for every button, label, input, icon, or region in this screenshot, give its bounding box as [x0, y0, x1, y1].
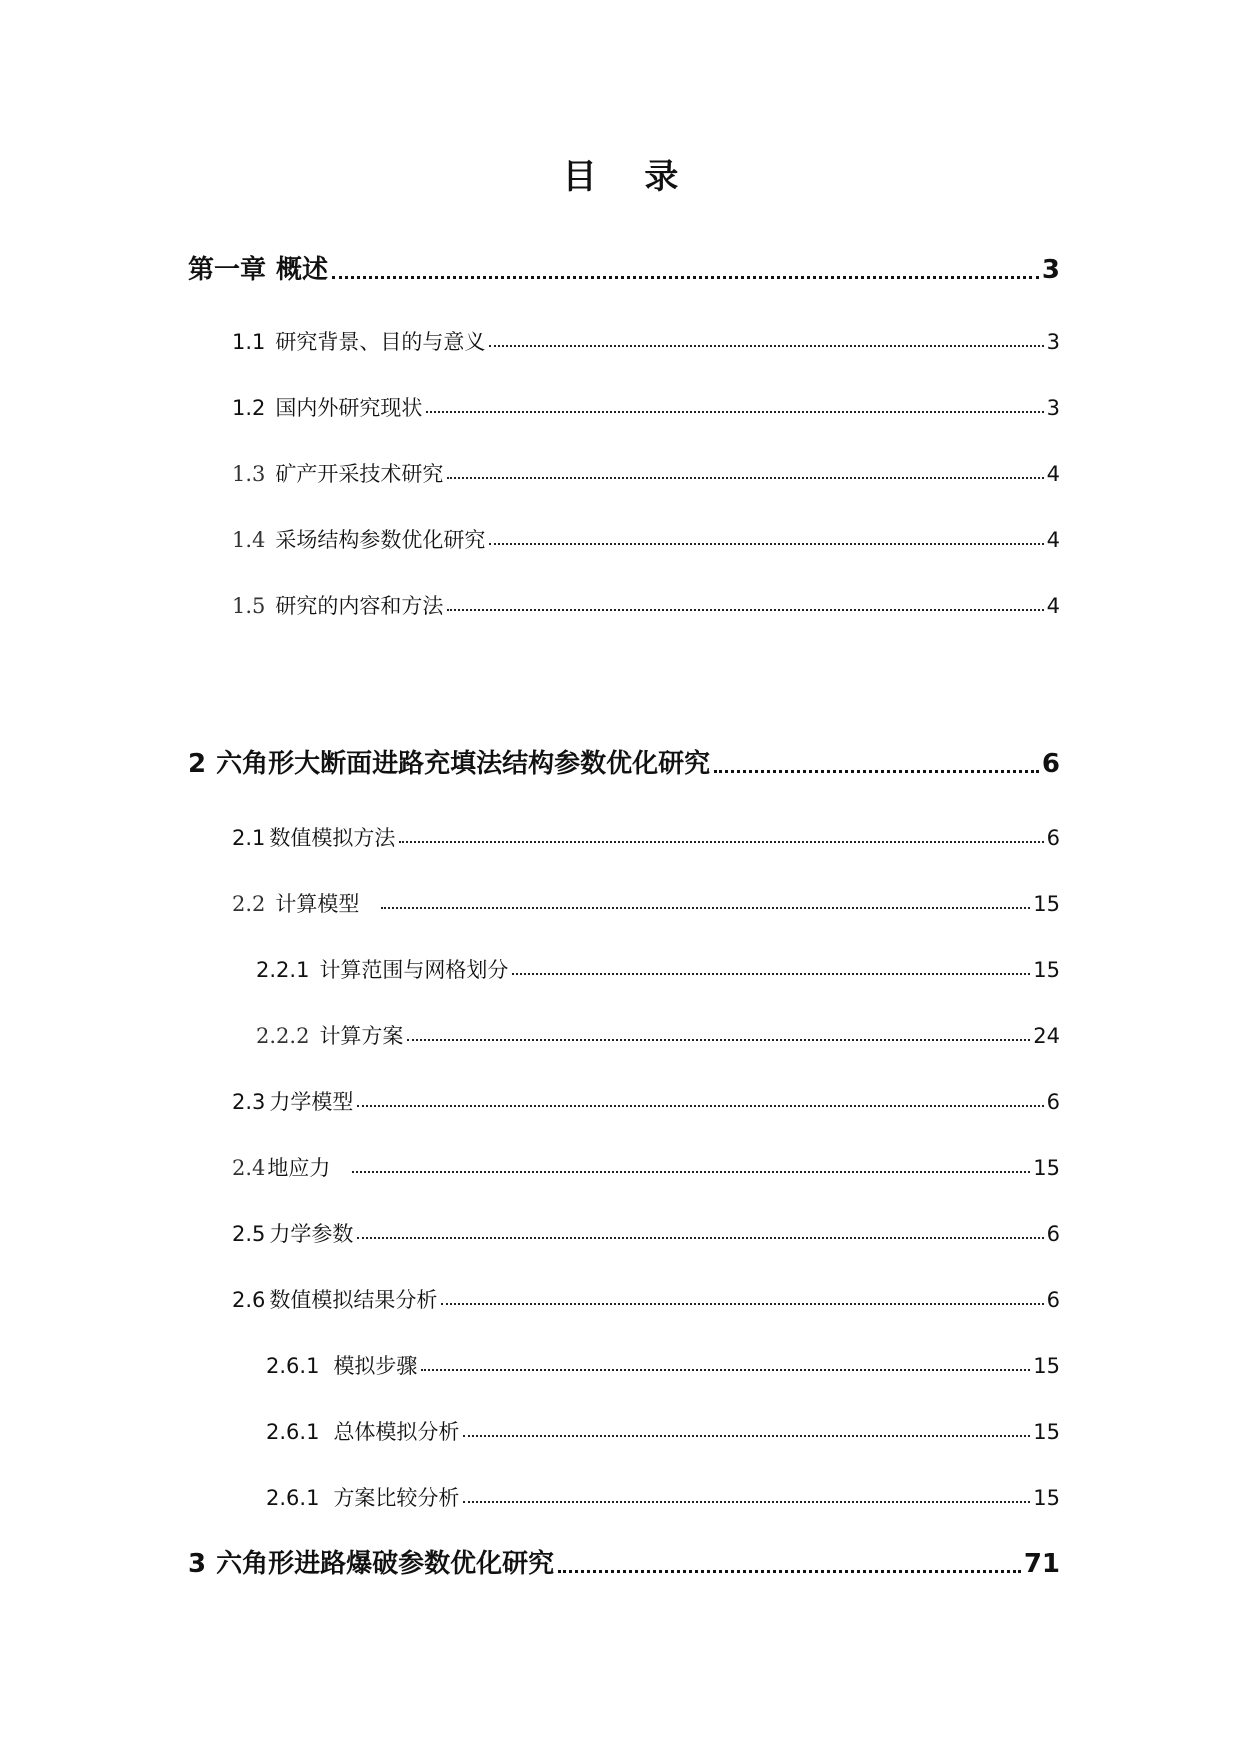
toc-number: 1.1 [232, 329, 266, 354]
toc-page-number: 4 [1046, 461, 1060, 486]
toc-number: 2.1 [232, 825, 266, 850]
toc-entry-2-2-1[interactable] [256, 942, 1060, 982]
toc-entry-1-1[interactable] [232, 314, 1060, 354]
toc-title: 计算方案 [319, 1023, 404, 1048]
toc-page-number: 6 [1046, 1089, 1060, 1114]
toc-entry-chapter-3[interactable] [188, 1540, 1060, 1580]
toc-leader-dots [558, 1570, 1021, 1573]
toc-leader-dots [441, 1303, 1043, 1305]
toc-title: 六角形大断面进路充填法结构参数优化研究 [216, 749, 711, 780]
toc-title: 研究背景、目的与意义 [275, 329, 486, 354]
toc-title: 研究的内容和方法 [275, 593, 444, 618]
toc-number: 2.2 [232, 891, 266, 916]
toc-entry-2-6-1-overall[interactable] [266, 1404, 1060, 1444]
toc-entry-chapter-2[interactable] [188, 740, 1060, 780]
toc-entry-2-3[interactable] [232, 1074, 1060, 1114]
toc-entry-1-4[interactable] [232, 512, 1060, 552]
toc-entry-1-2[interactable] [232, 380, 1060, 420]
toc-number: 第一章 [188, 255, 267, 286]
toc-number: 2.2.1 [256, 957, 310, 982]
toc-page-number: 6 [1046, 1287, 1060, 1312]
toc-entry-2-6-1-steps[interactable] [266, 1338, 1060, 1378]
toc-number: 2.6.1 [266, 1419, 320, 1444]
toc-title: 方案比较分析 [333, 1485, 460, 1510]
toc-page-number: 24 [1033, 1023, 1060, 1048]
toc-number: 2.6.1 [266, 1353, 320, 1378]
toc-leader-dots [421, 1369, 1030, 1371]
toc-title: 计算范围与网格划分 [319, 957, 509, 982]
toc-leader-dots [489, 543, 1043, 545]
toc-title: 总体模拟分析 [333, 1419, 460, 1444]
toc-entry-2-6[interactable] [232, 1272, 1060, 1312]
toc-title: 模拟步骤 [333, 1353, 418, 1378]
toc-number: 2.6.1 [266, 1485, 320, 1510]
toc-number: 2.5 [232, 1221, 266, 1246]
toc-page-number: 3 [1046, 395, 1060, 420]
toc-page-number: 15 [1033, 891, 1060, 916]
toc-entry-2-1[interactable] [232, 810, 1060, 850]
toc-page-number: 6 [1046, 825, 1060, 850]
toc-page-number: 71 [1023, 1549, 1060, 1580]
toc-leader-dots [426, 411, 1043, 413]
toc-leader-dots [447, 609, 1043, 611]
toc-entry-1-3[interactable] [232, 446, 1060, 486]
toc-title: 地应力 [267, 1155, 331, 1180]
page-title: 目 录 [562, 157, 697, 197]
toc-title: 国内外研究现状 [275, 395, 423, 420]
toc-page-number: 15 [1033, 957, 1060, 982]
toc-title: 六角形进路爆破参数优化研究 [216, 1549, 555, 1580]
toc-leader-dots [714, 770, 1039, 773]
toc-title: 概述 [276, 255, 329, 286]
toc-leader-dots [381, 907, 1030, 909]
toc-number: 2 [188, 749, 207, 780]
toc-leader-dots [407, 1039, 1030, 1041]
toc-number: 2.3 [232, 1089, 266, 1114]
toc-page-number: 15 [1033, 1155, 1060, 1180]
toc-entry-2-6-1-compare[interactable] [266, 1470, 1060, 1510]
toc-leader-dots [463, 1501, 1030, 1503]
toc-number: 1.3 [232, 461, 266, 486]
toc-leader-dots [357, 1237, 1043, 1239]
toc-leader-dots [512, 973, 1030, 975]
toc-page-number: 6 [1046, 1221, 1060, 1246]
toc-page-number: 4 [1046, 527, 1060, 552]
toc-entry-2-2-2[interactable] [256, 1008, 1060, 1048]
toc-leader-dots [357, 1105, 1043, 1107]
toc-page-number: 15 [1033, 1419, 1060, 1444]
toc-number: 2.4 [232, 1155, 266, 1180]
toc-leader-dots [352, 1171, 1030, 1173]
toc-title: 力学参数 [269, 1221, 354, 1246]
toc-page-number: 15 [1033, 1485, 1060, 1510]
toc-leader-dots [447, 477, 1043, 479]
toc-title: 数值模拟结果分析 [269, 1287, 438, 1312]
toc-title: 数值模拟方法 [269, 825, 396, 850]
toc-number: 1.4 [232, 527, 266, 552]
toc-entry-chapter-1[interactable] [188, 246, 1060, 286]
toc-number: 3 [188, 1549, 207, 1580]
toc-number: 2.2.2 [256, 1023, 310, 1048]
toc-number: 1.2 [232, 395, 266, 420]
toc-entry-1-5[interactable] [232, 578, 1060, 618]
toc-leader-dots [399, 841, 1043, 843]
toc-title: 采场结构参数优化研究 [275, 527, 486, 552]
toc-number: 1.5 [232, 593, 266, 618]
toc-page-number: 15 [1033, 1353, 1060, 1378]
toc-leader-dots [332, 276, 1039, 279]
toc-entry-2-5[interactable] [232, 1206, 1060, 1246]
toc-page-number: 3 [1046, 329, 1060, 354]
toc-page-number: 3 [1041, 255, 1060, 286]
toc-page-number: 4 [1046, 593, 1060, 618]
toc-page-number: 6 [1041, 749, 1060, 780]
toc-number: 2.6 [232, 1287, 266, 1312]
toc-leader-dots [489, 345, 1043, 347]
toc-title: 力学模型 [269, 1089, 354, 1114]
toc-entry-2-4[interactable] [232, 1140, 1060, 1180]
toc-title: 计算模型 [275, 891, 360, 916]
toc-title: 矿产开采技术研究 [275, 461, 444, 486]
toc-entry-2-2[interactable] [232, 876, 1060, 916]
toc-leader-dots [463, 1435, 1030, 1437]
